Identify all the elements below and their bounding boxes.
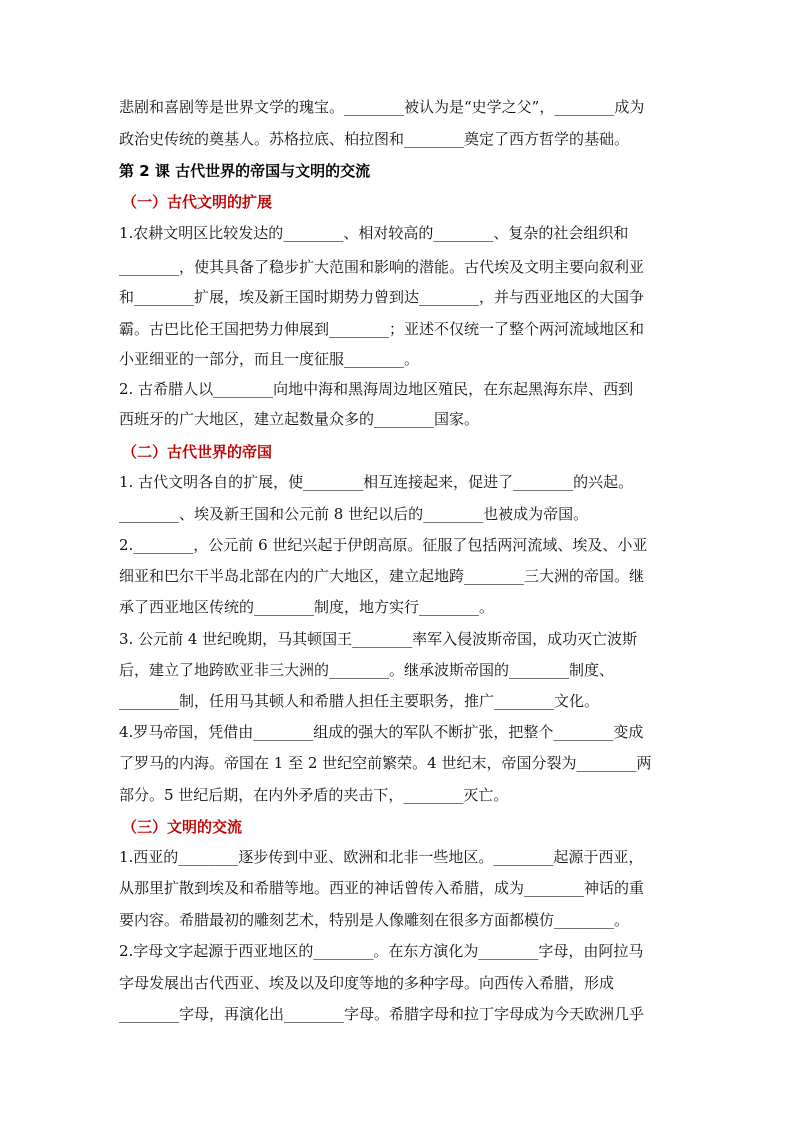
paragraph-line: 政治史传统的奠基人。苏格拉底、柏拉图和________奠定了西方哲学的基础。 — [119, 130, 630, 148]
paragraph-line: 1.农耕文明区比较发达的________、相对较高的________、复杂的社会组织和 — [119, 224, 629, 242]
section-heading-2: （二）古代世界的帝国 — [122, 443, 273, 461]
paragraph-line: 要内容。希腊最初的雕刻艺术，特别是人像雕刻在很多方面都模仿________。 — [119, 911, 630, 929]
paragraph-line: 霸。古巴比伦王国把势力伸展到________；亚述不仅统一了整个两河流域地区和 — [119, 320, 645, 338]
paragraph-line: 2. 古希腊人以________向地中海和黑海周边地区殖民，在东起黑海东岸、西到 — [119, 380, 634, 398]
paragraph-line: 后，建立了地跨欧亚非三大洲的________。继承波斯帝国的________制度、 — [119, 661, 615, 679]
paragraph-line: 了罗马的内海。帝国在 1 至 2 世纪空前繁荣。4 世纪末，帝国分裂为________两 — [119, 754, 652, 772]
paragraph-line: 部分。5 世纪后期，在内外矛盾的夹击下，________灭亡。 — [119, 786, 509, 804]
paragraph-line: 细亚和巴尔干半岛北部在内的广大地区，建立起地跨________三大洲的帝国。继 — [119, 567, 645, 585]
paragraph-line: 2.字母文字起源于西亚地区的________。在东方演化为________字母，由阿拉马 — [119, 942, 644, 960]
paragraph-line: 承了西亚地区传统的________制度，地方实行________。 — [119, 598, 495, 616]
paragraph-line: 3. 公元前 4 世纪晚期，马其顿国王________率军入侵波斯帝国，成功灭亡波斯 — [119, 630, 638, 648]
paragraph-line: ________，使其具备了稳步扩大范围和影响的潜能。古代埃及文明主要向叙利亚 — [119, 258, 645, 276]
paragraph-line: 字母发展出古代西亚、埃及以及印度等地的多种字母。向西传入希腊，形成 — [119, 974, 615, 992]
section-heading-3: （三）文明的交流 — [122, 818, 243, 836]
paragraph-line: 1. 古代文明各自的扩展，使________相互连接起来，促进了________的兴起。 — [119, 473, 634, 491]
paragraph-line: ________字母，再演化出________字母。希腊字母和拉丁字母成为今天欧洲几乎 — [119, 1005, 645, 1023]
paragraph-line: 2.________，公元前 6 世纪兴起于伊朗高原。征服了包括两河流域、埃及、小亚 — [119, 536, 648, 554]
paragraph-line: 西班牙的广大地区，建立起数量众多的________国家。 — [119, 410, 480, 428]
paragraph-line: 小亚细亚的一部分，而且一度征服________。 — [119, 350, 420, 368]
section-heading-1: （一）古代文明的扩展 — [122, 193, 273, 211]
paragraph-line: 1.西亚的________逐步传到中亚、欧洲和北非一些地区。________起源于西亚， — [119, 848, 644, 866]
lesson-title: 第 2 课 古代世界的帝国与文明的交流 — [119, 162, 371, 180]
paragraph-line: 从那里扩散到埃及和希腊等地。西亚的神话曾传入希腊，成为________神话的重 — [119, 879, 645, 897]
paragraph-line: ________制，任用马其顿人和希腊人担任主要职务，推广________文化。 — [119, 692, 600, 710]
paragraph-line: ________、埃及新王国和公元前 8 世纪以后的________也被成为帝国。 — [119, 505, 589, 523]
paragraph-line: 4.罗马帝国，凭借由________组成的强大的军队不断扩张，把整个________变成 — [119, 723, 644, 741]
paragraph-line: 悲剧和喜剧等是世界文学的瑰宝。________被认为是“史学之父”，________成为 — [119, 98, 645, 116]
paragraph-line: 和________扩展，埃及新王国时期势力曾到达________，并与西亚地区的大国争 — [119, 288, 645, 306]
